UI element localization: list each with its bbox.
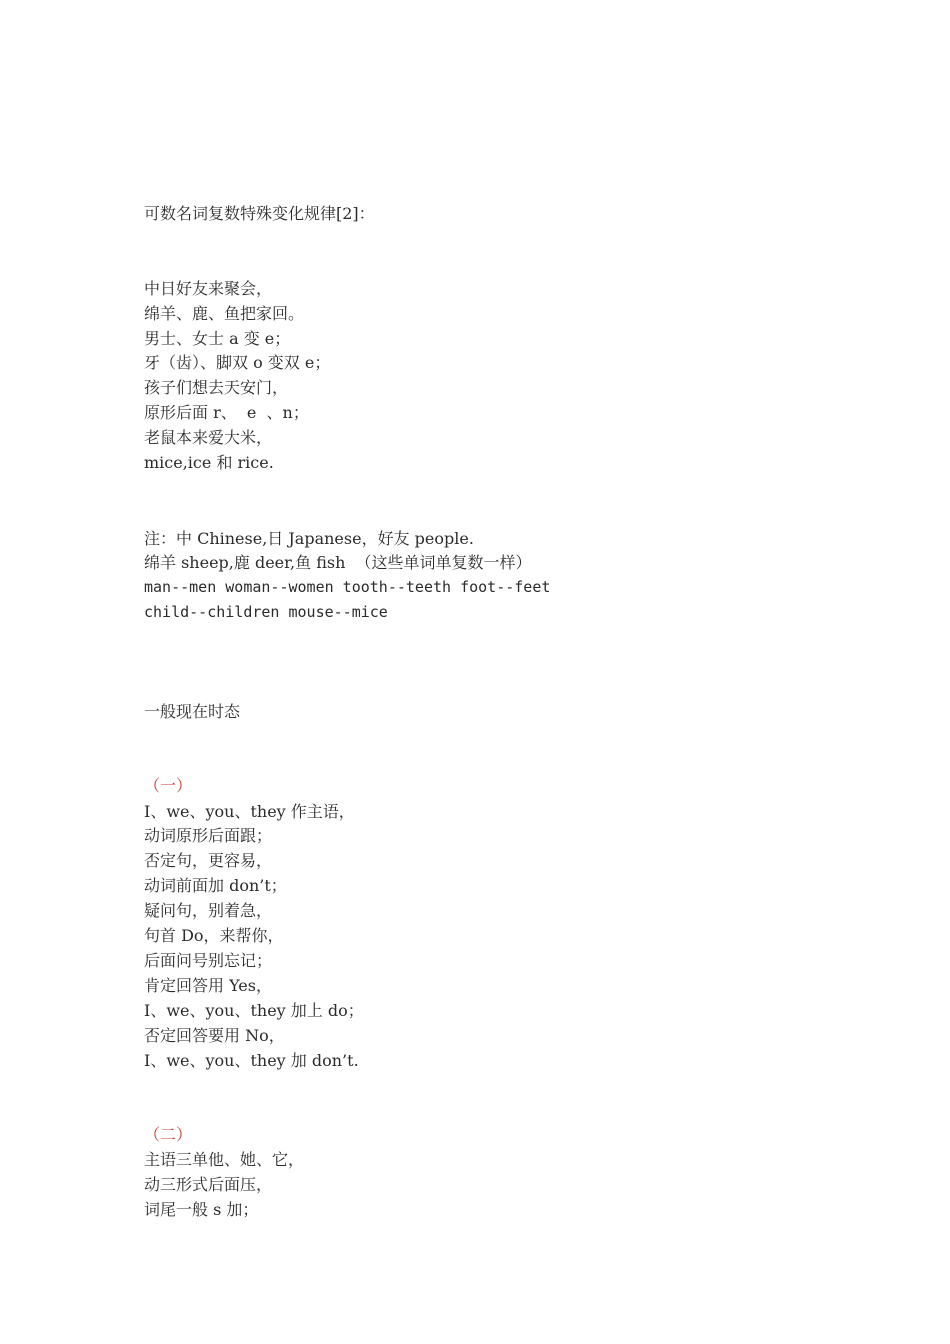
verse-line: I、we、you、they 加上 do； (144, 1001, 364, 1020)
section-title: 一般现在时态 (144, 702, 241, 721)
section-title: 可数名词复数特殊变化规律[2]： (144, 204, 375, 223)
verse-line: 老鼠本来爱大米， (144, 428, 273, 447)
verse-line: 原形后面 r、 e 、n； (144, 403, 309, 422)
note-line: man--men woman--women tooth--teeth foot--feet (144, 578, 551, 596)
verse-line: 牙（齿）、脚双 o 变双 e； (144, 353, 331, 372)
verse-line: I、we、you、they 加 don’t. (144, 1051, 359, 1070)
part-heading: （一） (144, 776, 193, 795)
note-line: child--children mouse--mice (144, 603, 388, 621)
verse-line: 否定句，更容易， (144, 851, 273, 870)
verse-line: 词尾一般 s 加； (144, 1200, 259, 1219)
note-line: 绵羊 sheep,鹿 deer,鱼 fish （这些单词单复数一样） (144, 553, 532, 572)
verse-line: 动词前面加 don’t； (144, 876, 287, 895)
verse-line: 孩子们想去天安门， (144, 378, 289, 397)
verse-line: I、we、you、they 作主语， (144, 802, 355, 821)
verse-line: 动三形式后面压， (144, 1175, 273, 1194)
part-heading: （二） (144, 1125, 193, 1144)
verse-line: 句首 Do，来帮你， (144, 926, 284, 945)
verse-line: 动词原形后面跟； (144, 826, 273, 845)
verse-line: 肯定回答用 Yes， (144, 976, 272, 995)
verse-line: 主语三单他、她、它， (144, 1150, 305, 1169)
verse-line: 后面问号别忘记； (144, 951, 273, 970)
verse-line: 否定回答要用 No， (144, 1026, 285, 1045)
verse-line: 绵羊、鹿、鱼把家回。 (144, 304, 305, 323)
verse-line: 疑问句，别着急， (144, 901, 273, 920)
note-line: 注：中 Chinese,日 Japanese，好友 people. (144, 529, 474, 548)
verse-line: mice,ice 和 rice. (144, 453, 274, 472)
verse-line: 男士、女士 a 变 e； (144, 329, 291, 348)
verse-line: 中日好友来聚会， (144, 279, 273, 298)
